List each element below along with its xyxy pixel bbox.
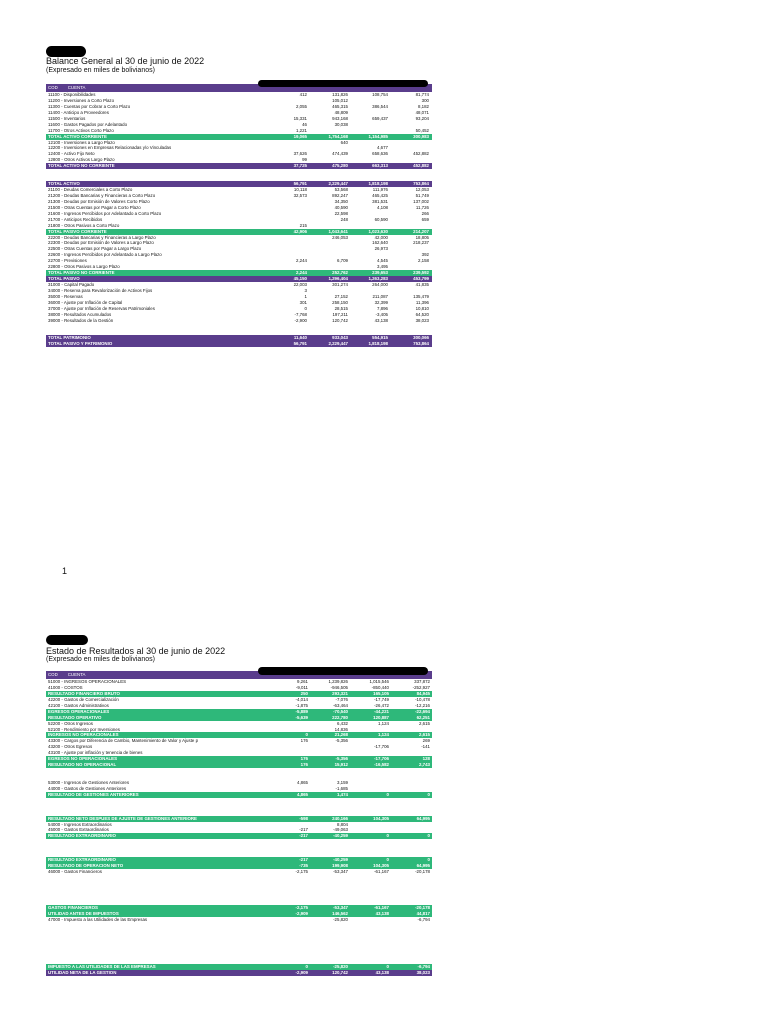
row-value-col3: 381,531 xyxy=(372,198,388,204)
row-label: 11500 - Inventarios xyxy=(48,115,86,121)
row-label: 38000 - Resultados Acumulados xyxy=(48,311,112,317)
row-value-col1: 99 xyxy=(302,157,307,163)
row-label: 11400 - Anticipo a Proveedores xyxy=(48,109,109,115)
row-label: 21800 - Otros Pasivos a Corto Plazo xyxy=(48,222,120,228)
row-value-col3: 0 xyxy=(386,791,389,797)
row-label: 34000 - Reserva para Revalorización de Activos Fijos xyxy=(48,287,153,293)
row-label: IMPUESTO A LAS UTILIDADES DE LAS EMPRESAS xyxy=(48,964,156,969)
row-value-col2: -53,347 xyxy=(333,869,348,874)
row-value-col1: 15,331 xyxy=(293,115,307,121)
row-value-col4: 64,995 xyxy=(416,863,430,869)
row-value-col1: -217 xyxy=(299,833,308,839)
row-label: 39000 - Resultados de la Gestión xyxy=(48,317,114,323)
row-label: TOTAL ACTIVO CORRIENTE xyxy=(48,133,107,139)
row-value-col2: 15,912 xyxy=(334,762,348,768)
row-value-col2: 943,168 xyxy=(332,115,348,121)
row-value-col4: 218,237 xyxy=(413,240,429,246)
row-value-col4: 269 xyxy=(422,738,430,744)
row-value-col1: 215 xyxy=(299,222,307,228)
row-value-col3: 104,305 xyxy=(373,815,389,821)
row-label: 21600 - Ingresos Percibidos por Adelantado a Corto Plazo xyxy=(48,210,162,216)
row-value-col2: 475,280 xyxy=(332,163,348,169)
row-value-col2: 22,598 xyxy=(334,210,348,216)
row-value-col3: 104,305 xyxy=(373,863,389,869)
row-label: 22800 - Otros Pasivos a Largo Plazo xyxy=(48,264,120,270)
income-subtitle: (Expresado en miles de bolivianos) xyxy=(46,656,155,663)
total-row xyxy=(46,970,432,976)
row-value-col4: 84,945 xyxy=(416,690,430,696)
row-value-col3: -16,582 xyxy=(374,762,389,768)
row-value-col4: -141 xyxy=(421,744,430,750)
row-label: 22700 - Previsiones xyxy=(48,258,87,264)
row-value-col2: 1,474 xyxy=(337,791,348,797)
row-value-col1: 176 xyxy=(300,738,308,744)
row-value-col4: -6,794 xyxy=(417,964,430,969)
row-label: 21300 - Deudas por Emisión de Valores Corto Plazo xyxy=(48,198,150,204)
row-value-col4: 41,835 xyxy=(415,282,429,287)
row-label: TOTAL ACTIVO NO CORRIENTE xyxy=(48,163,115,169)
row-value-col4: -22,694 xyxy=(415,708,430,714)
row-value-col3: -44,221 xyxy=(374,708,389,714)
row-value-col2: 34,350 xyxy=(334,198,348,204)
row-label: 11300 - Cuentas por Cobrar a Corto Plazo xyxy=(48,103,131,109)
row-value-col2: 301,274 xyxy=(332,282,348,287)
row-value-col3: -17,706 xyxy=(374,756,389,762)
row-label: TOTAL PASIVO xyxy=(48,276,80,282)
row-value-col3: 1,818,198 xyxy=(368,341,388,347)
row-value-col2: -1,685 xyxy=(335,785,348,791)
row-value-col3: 26,973 xyxy=(374,246,388,252)
row-value-col1: 176 xyxy=(300,756,308,762)
row-value-col4: 0 xyxy=(427,791,430,797)
row-label: 53000 - Ingresos de Gestiones Anteriores xyxy=(48,779,130,785)
row-value-col2: 1,043,641 xyxy=(328,228,348,234)
row-value-col2: 8,804 xyxy=(337,821,348,827)
row-value-col1: -217 xyxy=(299,827,308,833)
row-value-col1: 37,725 xyxy=(293,163,307,169)
row-value-col1: 2,244 xyxy=(296,270,307,276)
row-value-col1: 1,221 xyxy=(296,127,307,133)
row-value-col2: -7,076 xyxy=(335,696,348,702)
row-value-col2: 131,826 xyxy=(332,92,348,97)
row-label: RESULTADO NETO DESPUES DE AJUSTE DE GESTIONES ANTERIORE xyxy=(48,815,197,821)
row-value-col3: 43,138 xyxy=(375,910,389,916)
row-label: 11700 - Otros Activos Corto Plazo xyxy=(48,127,114,133)
row-value-col2: 146,562 xyxy=(332,910,348,916)
row-value-col4: 0 xyxy=(427,833,430,839)
row-value-col4: 62,251 xyxy=(416,714,430,720)
row-value-col2: -5,356 xyxy=(335,756,348,762)
row-value-col1: -9,011 xyxy=(295,684,308,690)
row-value-col1: 412 xyxy=(299,92,307,97)
row-value-col2: 474,439 xyxy=(332,151,348,157)
total-row xyxy=(46,341,432,347)
row-label: 22500 - Otras Cuentas por Pagar a Largo Plazo xyxy=(48,246,142,252)
row-value-col2: -63,464 xyxy=(333,702,348,708)
row-value-col3: 4,677 xyxy=(377,145,388,151)
redaction-bar-entities xyxy=(258,80,428,87)
row-value-col4: -20,178 xyxy=(415,904,430,910)
row-value-col3: 162,640 xyxy=(372,240,388,246)
row-value-col2: 48,809 xyxy=(334,109,348,115)
row-value-col4: -12,216 xyxy=(415,702,430,708)
row-value-col1: -1,875 xyxy=(295,702,308,708)
row-value-col2: -70,540 xyxy=(333,708,348,714)
row-value-col1: 9,261 xyxy=(297,679,308,684)
row-value-col3: 4,545 xyxy=(377,258,388,264)
row-value-col3: 165,105 xyxy=(373,690,389,696)
row-value-col2: 240,166 xyxy=(332,815,348,821)
row-value-col3: -26,472 xyxy=(374,702,389,708)
row-value-col3: 659,437 xyxy=(372,115,388,121)
row-value-col2: 6,709 xyxy=(337,258,348,264)
row-value-col1: 2,055 xyxy=(296,103,307,109)
row-value-col4: -10,478 xyxy=(415,696,430,702)
row-value-col1: 42,906 xyxy=(293,228,307,234)
row-value-col1: -2,900 xyxy=(294,317,307,323)
row-value-col1: 3 xyxy=(304,287,307,293)
row-value-col4: 11,726 xyxy=(415,204,429,210)
row-value-col4: 2,743 xyxy=(419,762,430,768)
row-value-col3: 1,023,630 xyxy=(368,228,388,234)
row-label: RESULTADO EXTRAORDINARIO xyxy=(48,833,116,839)
row-value-col1: -5,889 xyxy=(295,708,308,714)
row-label: RESULTADO FINANCIERO BRUTO xyxy=(48,690,120,696)
row-label: GASTOS FINANCIEROS xyxy=(48,904,98,910)
row-value-col3: 32,399 xyxy=(374,299,388,305)
row-value-col2: 6,432 xyxy=(337,720,348,726)
row-value-col2: 222,780 xyxy=(332,714,348,720)
row-value-col1: 0 xyxy=(305,964,308,969)
row-value-col2: 1,239,826 xyxy=(328,679,348,684)
row-label: 12800 - Otros Activos Largo Plazo xyxy=(48,157,115,163)
row-label: RESULTADO OPERATIVO xyxy=(48,714,102,720)
row-value-col2: 465,315 xyxy=(332,103,348,109)
row-value-col3: 0 xyxy=(386,964,389,969)
row-value-col1: 19,065 xyxy=(293,133,307,139)
row-value-col4: 10,810 xyxy=(415,305,429,311)
row-value-col1: -217 xyxy=(299,857,308,863)
row-label: 11600 - Gastos Pagados por Adelantado xyxy=(48,121,128,127)
row-value-col3: 7,896 xyxy=(377,305,388,311)
row-label: 12200 - Inversiones en Empresas Relacionadas y/o Vinculadas xyxy=(48,145,172,151)
row-value-col4: 214,207 xyxy=(413,228,429,234)
row-value-col4: 753,864 xyxy=(413,341,429,347)
row-value-col1: -2,909 xyxy=(295,910,308,916)
row-label: 22300 - Deudas por Emisión de Valores a Largo Plazo xyxy=(48,240,154,246)
row-label: RESULTADO DE GESTIONES ANTERIORES xyxy=(48,791,139,797)
row-label: 22600 - Ingresos Percibidos por Adelantado a Largo Plazo xyxy=(48,252,162,258)
row-value-col1: 4,865 xyxy=(297,779,308,785)
row-value-col4: 453,799 xyxy=(413,276,429,282)
col-cuenta: CUENTA xyxy=(67,672,86,677)
row-value-col4: 93,204 xyxy=(415,115,429,121)
row-label: TOTAL PASIVO CORRIENTE xyxy=(48,228,107,234)
row-value-col2: 640 xyxy=(340,139,348,145)
row-label: 21500 - Otras Cuentas por Pagar a Corto Plazo xyxy=(48,204,141,210)
row-value-col3: 0 xyxy=(386,857,389,863)
row-value-col3: 43,138 xyxy=(375,969,389,975)
row-value-col2: -5,356 xyxy=(335,738,348,744)
row-value-col2: 2,229,447 xyxy=(328,341,348,347)
row-value-col1: 10,118 xyxy=(293,187,307,192)
row-value-col4: 12,053 xyxy=(415,187,429,192)
row-value-col3: 42,000 xyxy=(374,234,388,240)
col-cod: COD xyxy=(48,672,58,677)
row-value-col4: 81,774 xyxy=(415,92,429,97)
row-value-col1: -7,768 xyxy=(294,311,307,317)
row-value-col2: 53,568 xyxy=(334,187,348,192)
row-label: TOTAL PATRIMONIO xyxy=(48,335,91,341)
row-value-col3: 60,590 xyxy=(374,216,388,222)
row-value-col2: 27,152 xyxy=(334,293,348,299)
row-value-col3: -61,167 xyxy=(374,904,389,910)
row-value-col4: 753,864 xyxy=(413,181,429,187)
row-value-col4: 239,592 xyxy=(413,270,429,276)
row-value-col2: 293,321 xyxy=(332,690,348,696)
row-value-col1: -2,909 xyxy=(295,969,308,975)
row-value-col3: 111,976 xyxy=(372,187,388,192)
row-value-col1: 45,150 xyxy=(293,276,307,282)
row-value-col4: 11,396 xyxy=(415,299,429,305)
row-label: 37000 - Ajuste por Inflación de Reservas Patrimoniales xyxy=(48,305,155,311)
row-value-col3: 264,000 xyxy=(372,282,388,287)
col-cuenta: CUENTA xyxy=(67,85,86,90)
row-value-col3: 554,915 xyxy=(372,335,388,341)
balance-subtitle: (Expresado en miles de bolivianos) xyxy=(46,67,155,74)
row-label: 11200 - Inversiones a Corto Plazo xyxy=(48,97,115,103)
row-value-col4: 8,182 xyxy=(418,103,429,109)
row-value-col3: 43,138 xyxy=(374,317,388,323)
row-label: INGRESOS NO OPERACIONALES xyxy=(48,732,119,738)
row-value-col3: -17,706 xyxy=(374,744,389,750)
row-label: 43100 - Ajuste por inflación y tenencia de bienes xyxy=(48,750,143,756)
row-value-col4: 392 xyxy=(421,252,429,258)
redaction-bar-entities-2 xyxy=(258,667,428,675)
row-value-col4: 2,615 xyxy=(419,720,430,726)
row-value-col2: 248 xyxy=(340,216,348,222)
row-value-col2: 1,296,404 xyxy=(328,276,348,282)
row-label: RESULTADO EXTRAORDINARIO xyxy=(48,857,116,863)
row-value-col4: 64,995 xyxy=(416,815,430,821)
row-value-col4: 18,805 xyxy=(415,234,429,240)
row-value-col2: 1,754,168 xyxy=(328,133,348,139)
row-label: 46000 - Gastos Financieros xyxy=(48,869,102,874)
row-label: 11100 - Disponibilidades xyxy=(48,92,96,97)
row-label: 21700 - Anticipos Recibidos xyxy=(48,216,103,222)
row-value-col3: 239,653 xyxy=(372,270,388,276)
row-value-col4: 64,520 xyxy=(415,311,429,317)
row-value-col4: 300,066 xyxy=(413,335,429,341)
row-value-col4: 38,023 xyxy=(415,317,429,323)
page-number: 1 xyxy=(62,566,68,576)
row-value-col2: -40,259 xyxy=(333,857,348,863)
row-label: 35000 - Reservas xyxy=(48,293,83,299)
row-value-col4: 0 xyxy=(427,857,430,863)
row-value-col2: 258,150 xyxy=(332,299,348,305)
row-value-col3: -850,440 xyxy=(371,684,389,690)
row-value-col1: -598 xyxy=(299,815,308,821)
row-value-col2: 105,012 xyxy=(332,97,348,103)
redaction-bar-company-2 xyxy=(46,635,88,645)
row-value-col2: 120,742 xyxy=(332,969,348,975)
row-value-col2: 28,515 xyxy=(334,305,348,311)
row-value-col3: 1,818,198 xyxy=(368,181,388,187)
row-value-col4: 50,452 xyxy=(415,127,429,133)
row-value-col3: -61,167 xyxy=(374,869,389,874)
row-value-col3: 3,495 xyxy=(377,264,388,270)
row-value-col2: -946,505 xyxy=(330,684,348,690)
row-value-col1: 250 xyxy=(300,690,308,696)
row-value-col2: -25,820 xyxy=(333,916,348,922)
row-value-col4: 44,817 xyxy=(416,910,430,916)
row-value-col3: 1,124 xyxy=(378,732,389,738)
row-label: 45000 - Gastos Extraordinarios xyxy=(48,827,109,833)
row-label: 21200 - Deudas Bancarias y Financieras a Corto Plazo xyxy=(48,192,156,198)
row-value-col2: 197,211 xyxy=(332,311,348,317)
row-value-col3: 663,313 xyxy=(372,163,388,169)
row-value-col2: 933,043 xyxy=(332,335,348,341)
row-label: 43200 - Otros Egresos xyxy=(48,744,93,750)
row-label: EGRESOS NO OPERACIONALES xyxy=(48,756,118,762)
row-label: 47000 - Impuesto a las Utilidades de las Empresas xyxy=(48,916,148,922)
row-value-col4: -252,927 xyxy=(412,684,430,690)
row-label: 36000 - Ajuste por Inflación de Capital xyxy=(48,299,123,305)
row-value-col4: 266 xyxy=(421,210,429,216)
row-value-col3: 1,154,985 xyxy=(368,133,388,139)
row-value-col2: 892,247 xyxy=(332,192,348,198)
row-label: RESULTADO NO OPERACIONAL xyxy=(48,762,117,768)
row-value-col1: 0 xyxy=(305,732,308,738)
row-value-col2: 40,590 xyxy=(334,204,348,210)
row-value-col2: 246,053 xyxy=(332,234,348,240)
row-label: 52100 - Rendimiento por Inversiones xyxy=(48,726,120,732)
row-value-col3: -3,405 xyxy=(375,311,388,317)
row-value-col4: -20,178 xyxy=(415,869,430,874)
row-value-col2: 199,908 xyxy=(332,863,348,869)
row-value-col1: -735 xyxy=(299,863,308,869)
row-value-col2: 3,159 xyxy=(337,779,348,785)
row-value-col4: 2,158 xyxy=(418,258,429,264)
row-value-col1: 37,626 xyxy=(293,151,307,157)
row-value-col1: 0 xyxy=(304,305,307,311)
row-value-col3: 120,887 xyxy=(373,714,389,720)
row-label: 21100 - Deudas Comerciales a Corto Plazo xyxy=(48,187,133,192)
row-value-col4: 135,479 xyxy=(413,293,429,299)
row-value-col2: 252,762 xyxy=(332,270,348,276)
row-value-col4: 659 xyxy=(421,216,429,222)
income-title: Estado de Resultados al 30 de junio de 2022 xyxy=(46,646,226,656)
row-value-col4: 128 xyxy=(422,756,430,762)
row-value-col1: -4,014 xyxy=(295,696,308,702)
row-value-col3: 1,263,283 xyxy=(368,276,388,282)
balance-title: Balance General al 30 de junio de 2022 xyxy=(46,56,205,66)
row-value-col2: 30,038 xyxy=(334,121,348,127)
row-label: UTILIDAD ANTES DE IMPUESTOS xyxy=(48,910,119,916)
row-value-col1: 46 xyxy=(302,121,307,127)
row-value-col1: 11,640 xyxy=(293,335,307,341)
row-label: 12400 - Activo Fijo Neto xyxy=(48,151,95,157)
row-value-col1: -5,639 xyxy=(295,714,308,720)
row-label: 44000 - Gastos de Gestiones Anteriores xyxy=(48,785,127,791)
row-value-col3: 1,124 xyxy=(378,720,389,726)
balance-sheet-table xyxy=(46,84,432,347)
row-value-col4: 51,749 xyxy=(415,192,429,198)
row-label: 51000 - INGRESOS OPERACIONALES xyxy=(48,679,127,684)
row-value-col3: 4,108 xyxy=(377,204,388,210)
row-value-col2: -49,063 xyxy=(333,827,348,833)
row-label: 12100 - Inversiones a Largo Plazo xyxy=(48,139,115,145)
row-value-col1: -2,175 xyxy=(295,904,308,910)
row-value-col4: 452,882 xyxy=(413,163,429,169)
row-value-col4: 300 xyxy=(421,97,429,103)
row-label: 54000 - Ingresos Extraordinarios xyxy=(48,821,112,827)
row-label: TOTAL ACTIVO xyxy=(48,181,80,187)
row-value-col1: -2,175 xyxy=(295,869,308,874)
row-label: 31000 - Capital Pagado xyxy=(48,282,95,287)
row-value-col1: 301 xyxy=(299,299,307,305)
row-value-col2: -40,259 xyxy=(333,833,348,839)
row-value-col1: 2,244 xyxy=(296,258,307,264)
row-value-col3: 211,087 xyxy=(372,293,388,299)
row-value-col4: 300,983 xyxy=(413,133,429,139)
row-value-col2: 2,229,447 xyxy=(328,181,348,187)
row-value-col2: 120,742 xyxy=(332,317,348,323)
row-value-col1: 4,865 xyxy=(297,791,308,797)
row-value-col4: 2,615 xyxy=(419,732,430,738)
row-value-col3: 386,544 xyxy=(372,103,388,109)
row-label: UTILIDAD NETA DE LA GESTION xyxy=(48,969,117,975)
row-label: RESULTADO DE OPERACION NETO xyxy=(48,863,124,869)
row-value-col2: -25,820 xyxy=(333,964,348,969)
row-value-col3: -17,749 xyxy=(374,696,389,702)
row-value-col4: 48,071 xyxy=(415,109,429,115)
row-value-col3: 658,636 xyxy=(372,151,388,157)
row-value-col2: 14,836 xyxy=(334,726,348,732)
row-value-col1: 56,791 xyxy=(293,341,307,347)
row-value-col4: 137,002 xyxy=(413,198,429,204)
row-value-col1: 22,003 xyxy=(293,282,307,287)
row-label: 43300 - Cargos por Diferencia de Cambio, Mantenimiento de Valor y Ajuste p xyxy=(48,738,199,744)
row-value-col3: 465,425 xyxy=(372,192,388,198)
row-value-col3: 108,754 xyxy=(372,92,388,97)
row-value-col1: 32,573 xyxy=(293,192,307,198)
row-value-col1: 176 xyxy=(300,762,308,768)
row-value-col2: -53,347 xyxy=(333,904,348,910)
row-value-col4: -6,794 xyxy=(417,916,430,922)
row-label: EGRESOS OPERACIONALES xyxy=(48,708,110,714)
row-label: 41000 - COSTOS xyxy=(48,684,83,690)
row-value-col1: 1 xyxy=(304,293,307,299)
row-value-col3: 0 xyxy=(386,833,389,839)
row-value-col1: 56,791 xyxy=(293,181,307,187)
row-label: 42200 - Gastos de Comercialización xyxy=(48,696,119,702)
row-value-col4: 452,882 xyxy=(413,151,429,157)
row-label: TOTAL PASIVO NO CORRIENTE xyxy=(48,270,115,276)
row-value-col3: 1,015,546 xyxy=(369,679,389,684)
col-cod: COD xyxy=(48,85,58,90)
income-statement-table xyxy=(46,671,432,976)
row-value-col4: 337,872 xyxy=(414,679,430,684)
row-label: 22200 - Deudas Bancarias y Financieras a Largo Plazo xyxy=(48,234,156,240)
row-value-col4: 38,023 xyxy=(416,969,430,975)
row-label: 52200 - Otros Ingresos xyxy=(48,720,93,726)
row-label: TOTAL PASIVO Y PATRIMONIO xyxy=(48,341,113,347)
row-value-col2: 21,268 xyxy=(334,732,348,738)
row-label: 42100 - Gastos Administrativos xyxy=(48,702,109,708)
